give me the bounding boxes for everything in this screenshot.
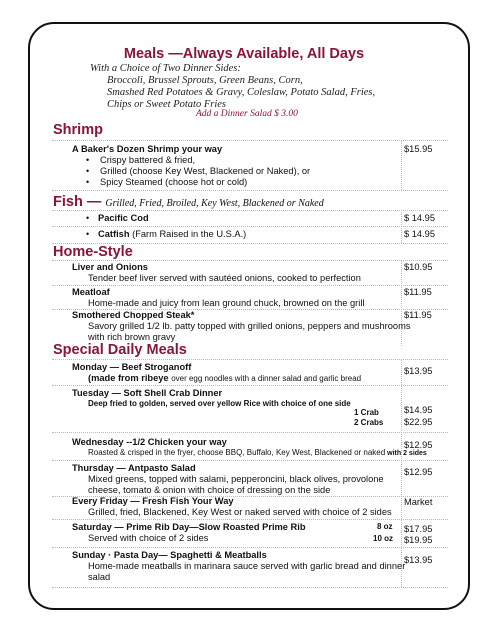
fish-heading: Fish — — [53, 194, 102, 210]
divider — [52, 359, 448, 360]
divider — [52, 260, 448, 261]
friday-price: Market — [404, 497, 433, 507]
homestyle-item-desc: Tender beef liver served with sautéed onions, cooked to perfection — [88, 273, 361, 283]
thursday-desc: Mixed greens, topped with salami, pepperoncini, black olives, provolone — [88, 474, 384, 484]
fish-item-name: Catfish — [98, 229, 130, 239]
divider — [52, 519, 448, 520]
section-heading-shrimp: Shrimp — [53, 122, 103, 138]
fish-item-name: Pacific Cod — [98, 213, 149, 223]
saturday-option: 8 oz — [377, 522, 393, 531]
tuesday-option: 1 Crab — [354, 408, 379, 417]
wednesday-desc-main: Roasted & crisped in the fryer, choose BBQ, Buffalo, Key West, Blackened or naked — [88, 448, 386, 457]
homestyle-item-price: $11.95 — [404, 287, 432, 297]
divider — [52, 140, 448, 141]
wednesday-special-name: Wednesday --1/2 Chicken your way — [72, 437, 227, 447]
divider — [52, 432, 448, 433]
saturday-option: 10 oz — [373, 534, 394, 543]
friday-desc: Grilled, fried, Blackened, Key West or naked served with choice of 2 sides — [88, 507, 392, 517]
shrimp-option: Crispy battered & fried, — [100, 155, 196, 165]
fish-preparations: Grilled, Fried, Broiled, Key West, Blackened or Naked — [105, 198, 324, 209]
shrimp-option: Spicy Steamed (choose hot or cold) — [100, 177, 248, 187]
divider — [52, 460, 448, 461]
bullet-icon: • — [86, 213, 90, 223]
sides-line: Broccoli, Brussel Sprouts, Green Beans, Corn, — [107, 75, 303, 86]
homestyle-item-name: Smothered Chopped Steak* — [72, 310, 195, 320]
sunday-price: $13.95 — [404, 555, 433, 565]
monday-desc-detail: over egg noodles with a dinner salad and garlic bread — [171, 374, 362, 383]
tuesday-price: $14.95 — [404, 405, 433, 415]
tuesday-desc: Deep fried to golden, served over yellow Rice with choice of one side — [88, 399, 351, 408]
friday-special-name: Every Friday — Fresh Fish Your Way — [72, 496, 234, 506]
price-column-divider — [401, 359, 402, 587]
sides-line: Smashed Red Potatoes & Gravy, Coleslaw, Potato Salad, Fries, — [107, 87, 376, 98]
divider — [52, 547, 448, 548]
shrimp-item-name: A Baker's Dozen Shrimp your way — [72, 144, 223, 154]
homestyle-item-name: Meatloaf — [72, 287, 110, 297]
shrimp-price: $15.95 — [404, 144, 433, 154]
tuesday-special-name: Tuesday — Soft Shell Crab Dinner — [72, 388, 223, 398]
bullet-icon: • — [86, 229, 90, 239]
add-salad-note: Add a Dinner Salad $ 3.00 — [196, 109, 298, 119]
divider — [52, 385, 448, 386]
divider — [52, 587, 448, 588]
divider — [52, 210, 448, 211]
sides-line: Chips or Sweet Potato Fries — [107, 99, 226, 110]
sunday-special-name: Sunday · Pasta Day— Spaghetti & Meatballs — [72, 550, 267, 560]
wednesday-desc — [88, 448, 427, 457]
thursday-desc: cheese, tomato & onion with choice of dressing on the side — [88, 485, 331, 495]
tuesday-option: 2 Crabs — [354, 418, 384, 427]
homestyle-item-desc: Home-made and juicy from lean ground chuck, browned on the grill — [88, 298, 365, 308]
wednesday-desc-sides: with 2 sides — [385, 450, 427, 457]
saturday-price: $19.95 — [404, 535, 433, 545]
divider — [52, 226, 448, 227]
price-column-divider — [401, 140, 402, 190]
monday-price: $13.95 — [404, 366, 433, 376]
homestyle-item-price: $10.95 — [404, 262, 433, 272]
section-heading-special: Special Daily Meals — [53, 342, 187, 358]
saturday-price: $17.95 — [404, 524, 433, 534]
sunday-desc: salad — [88, 572, 111, 582]
homestyle-item-price: $11.95 — [404, 310, 432, 320]
sides-intro: With a Choice of Two Dinner Sides: — [90, 63, 241, 74]
saturday-special-name: Saturday — Prime Rib Day—Slow Roasted Prime Rib — [72, 522, 306, 532]
divider — [52, 285, 448, 286]
tuesday-price: $22.95 — [404, 417, 433, 427]
monday-desc — [88, 373, 361, 383]
fish-item-price: $ 14.95 — [404, 213, 436, 223]
section-heading-homestyle: Home-Style — [53, 244, 133, 260]
monday-special-name: Monday — Beef Stroganoff — [72, 362, 192, 372]
price-column-divider — [401, 260, 402, 346]
wednesday-price: $12.95 — [404, 440, 433, 450]
monday-desc-main: (made from ribeye — [88, 373, 172, 383]
bullet-icon: • — [86, 155, 90, 165]
shrimp-option: Grilled (choose Key West, Blackened or Naked), or — [100, 166, 311, 176]
sunday-desc: Home-made meatballs in marinara sauce served with garlic bread and dinner — [88, 561, 406, 571]
bullet-icon: • — [86, 166, 90, 176]
thursday-special-name: Thursday — Antpasto Salad — [72, 463, 196, 473]
saturday-desc: Served with choice of 2 sides — [88, 533, 209, 543]
homestyle-item-desc: Savory grilled 1/2 lb. patty topped with grilled onions, peppers and mushrooms — [88, 321, 411, 331]
menu-title: Meals —Always Available, All Days — [123, 46, 365, 62]
fish-item-note: (Farm Raised in the U.S.A.) — [129, 229, 247, 239]
homestyle-item-desc: with rich brown gravy — [88, 332, 176, 342]
thursday-price: $12.95 — [404, 467, 433, 477]
section-heading-fish — [53, 194, 324, 210]
homestyle-item-name: Liver and Onions — [72, 262, 148, 272]
divider — [52, 190, 448, 191]
fish-item-price: $ 14.95 — [404, 229, 436, 239]
bullet-icon: • — [86, 177, 90, 187]
fish-item — [98, 229, 246, 239]
